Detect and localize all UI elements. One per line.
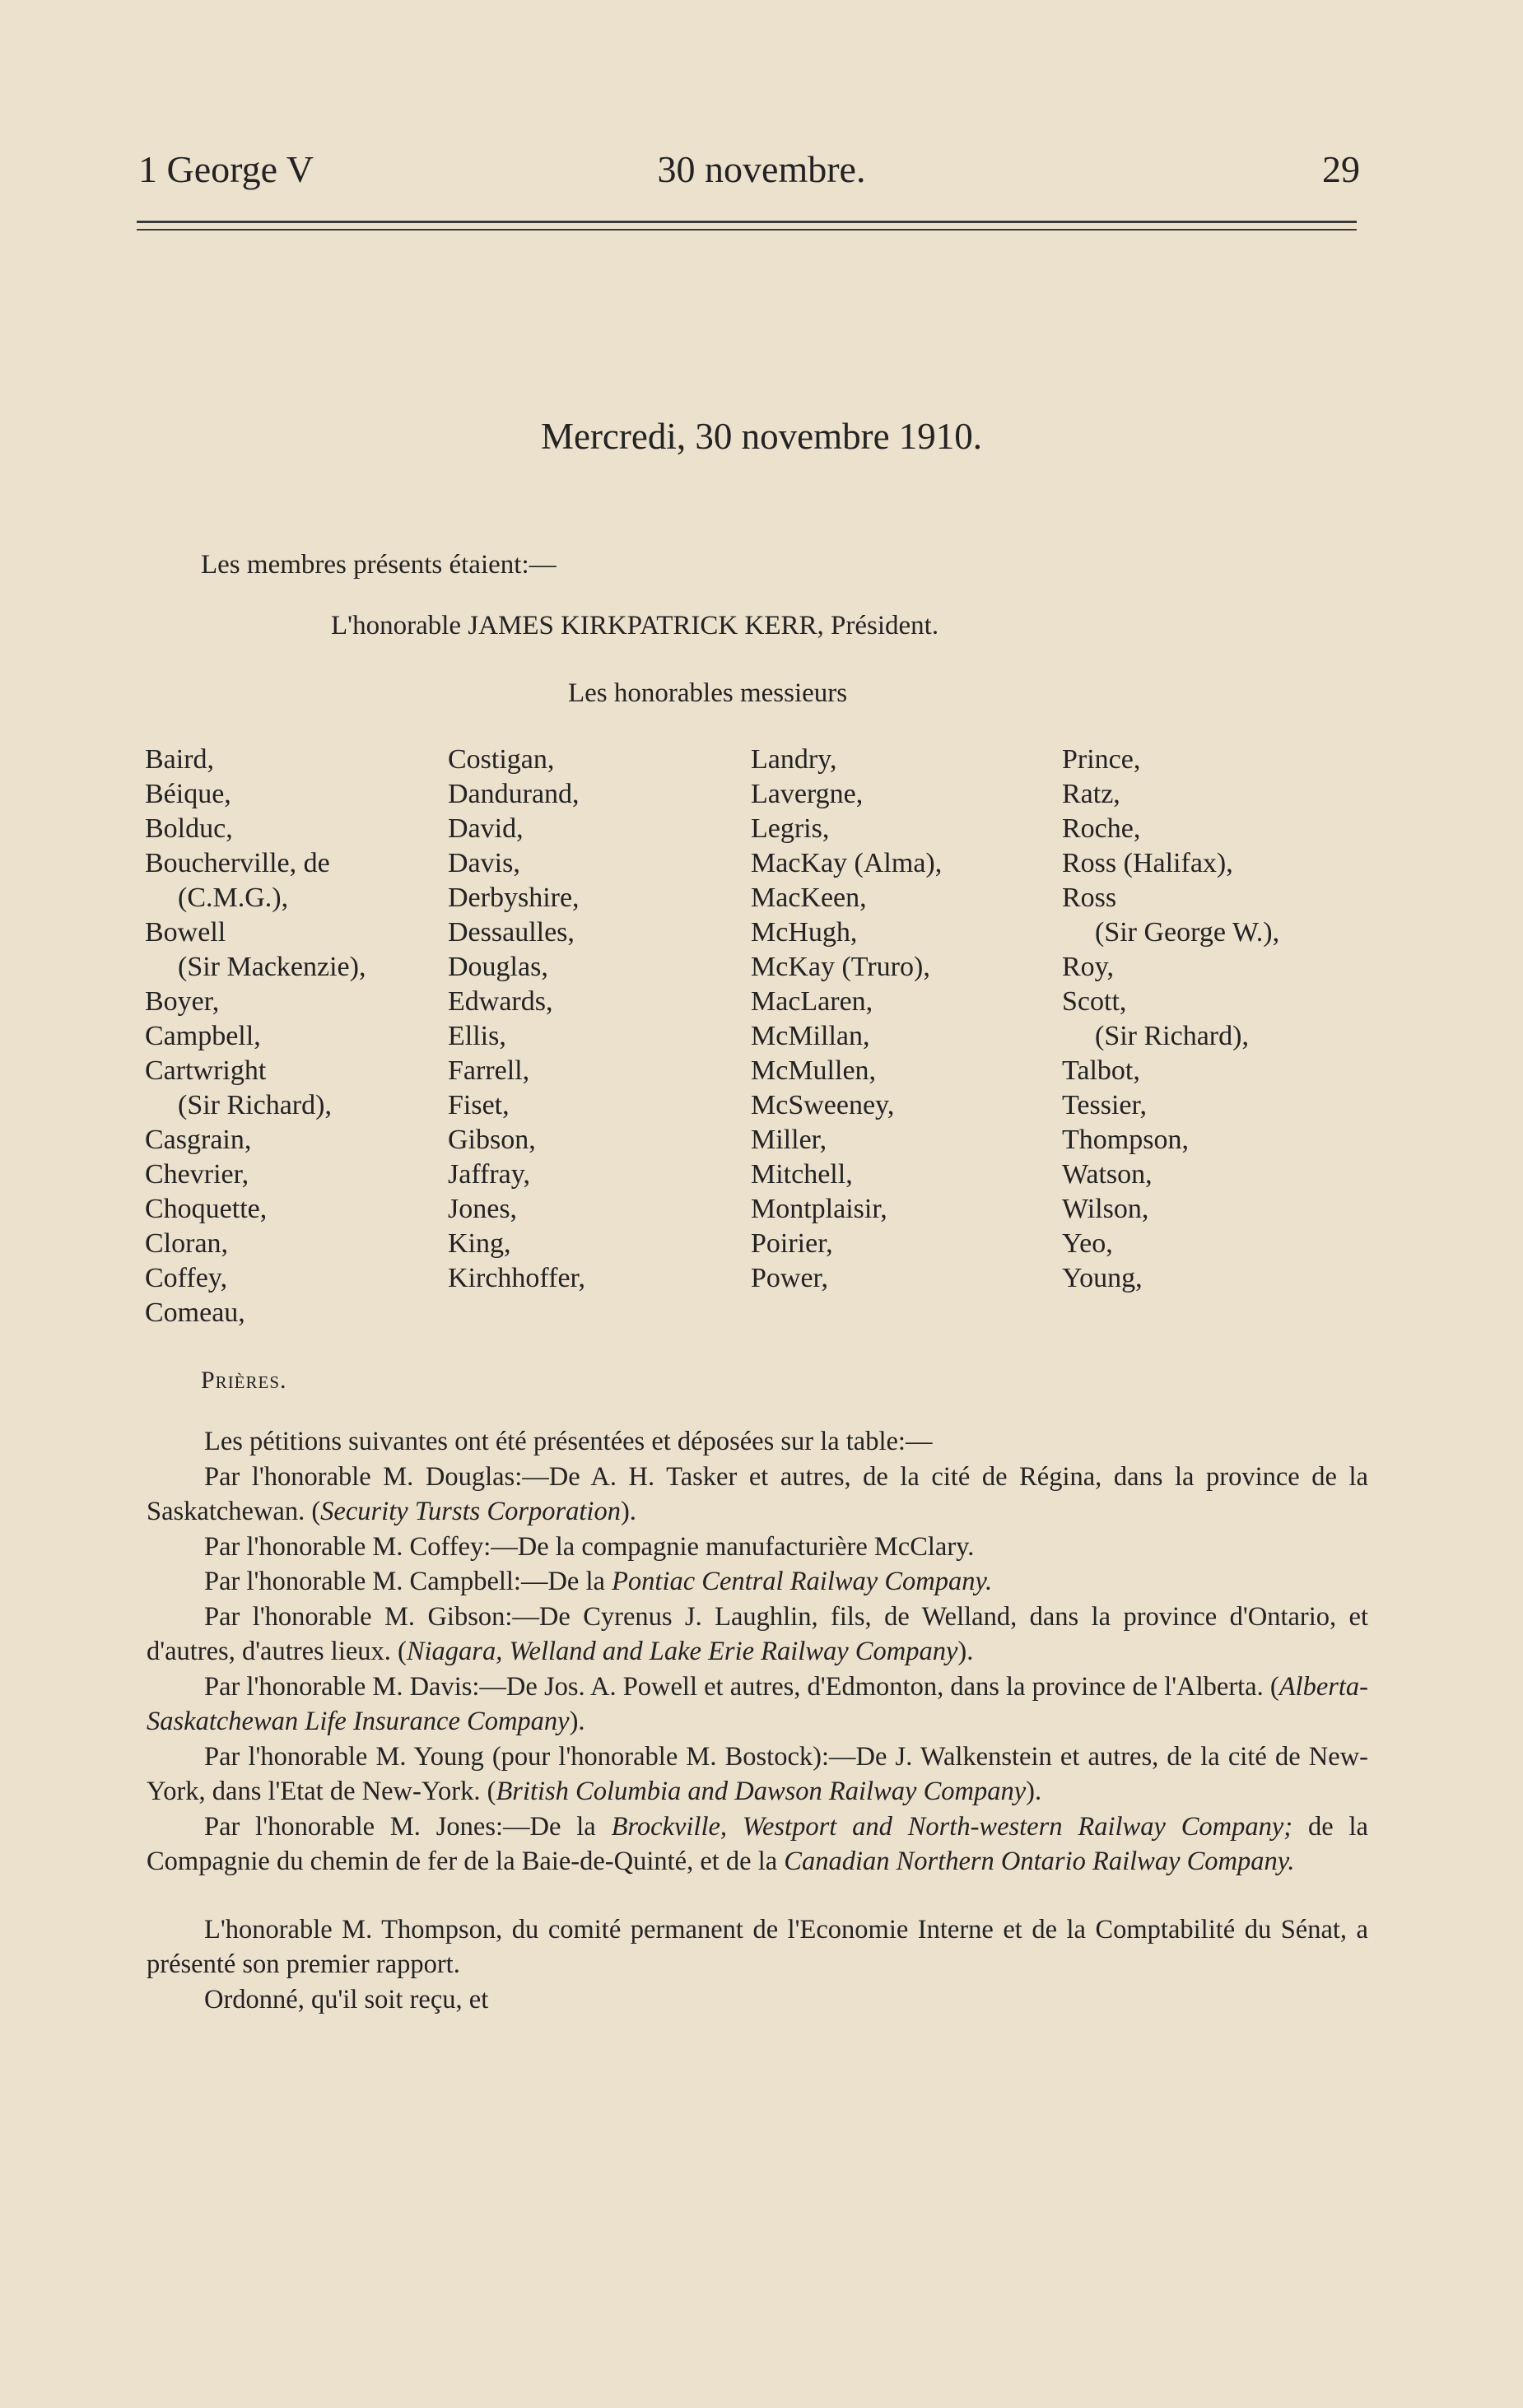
petitions-intro: Les pétitions suivantes ont été présentées et déposées sur la table:—	[204, 1427, 933, 1456]
member-name: McSweeney,	[751, 1090, 895, 1120]
petition-gibson: Par l'honorable M. Gibson:—De Cyrenus J. Laughlin, fils, de Welland, dans la province d'Ontario, et d'autres, d'autres lieux. (Niagara, Welland and Lake Erie Railway Company).	[147, 1601, 1368, 1666]
member-name: Casgrain,	[145, 1125, 252, 1155]
member-name: McMullen,	[751, 1055, 877, 1086]
member-name: Legris,	[751, 813, 830, 844]
petition-campbell: Par l'honorable M. Campbell:—De la Pontiac Central Railway Company.	[204, 1567, 993, 1596]
prayers-heading: Prières.	[201, 1367, 287, 1394]
member-name: Young,	[1062, 1263, 1143, 1293]
member-name: David,	[448, 813, 524, 844]
members-intro: Les membres présents étaient:—	[201, 550, 557, 580]
member-name: Miller,	[751, 1125, 827, 1155]
page-number: 29	[1322, 148, 1360, 190]
member-name: Cloran,	[145, 1228, 229, 1259]
member-name: Dessaulles,	[448, 917, 575, 948]
member-name: Prince,	[1062, 744, 1141, 775]
member-name: Chevrier,	[145, 1159, 249, 1190]
member-name: King,	[448, 1228, 511, 1259]
member-name: MacKay (Alma),	[751, 848, 943, 878]
petition-coffey: Par l'honorable M. Coffey:—De la compagnie manufacturière McClary.	[204, 1531, 975, 1562]
member-name: Baird,	[145, 744, 215, 775]
member-name: (Sir Mackenzie),	[178, 952, 366, 982]
member-name: Fiset,	[448, 1090, 510, 1120]
member-name: Talbot,	[1062, 1055, 1140, 1086]
member-name: Lavergne,	[751, 779, 864, 809]
member-name: Edwards,	[448, 986, 553, 1017]
members-column-3	[751, 743, 1064, 1296]
member-name: Béique,	[145, 779, 231, 809]
header-rule-top	[137, 221, 1357, 223]
member-name: Costigan,	[448, 744, 555, 775]
member-name: Bowell	[145, 917, 226, 948]
member-name: Ross (Halifax),	[1062, 848, 1233, 878]
member-name: Cartwright	[145, 1055, 267, 1086]
petition-douglas: Par l'honorable M. Douglas:—De A. H. Tasker et autres, de la cité de Régina, dans la province de la Saskatchewan. (Security Tursts Corporation).	[147, 1461, 1368, 1526]
member-name: McHugh,	[751, 917, 858, 948]
president-line: L'honorable JAMES KIRKPATRICK KERR, Président.	[331, 611, 939, 640]
petition-jones: Par l'honorable M. Jones:—De la Brockville, Westport and North-western Railway Company; de la Compagnie du chemin de fer de la Baie-de-Quinté, et de la Canadian Northern Ontario Railway Company.	[147, 1811, 1368, 1876]
member-name: Scott,	[1062, 986, 1127, 1017]
member-name: McMillan,	[751, 1021, 870, 1051]
member-name: Ross	[1062, 883, 1117, 913]
member-name: Comeau,	[145, 1297, 245, 1328]
header-rule-bottom	[137, 229, 1357, 231]
member-name: Choquette,	[145, 1194, 268, 1224]
members-column-2	[448, 743, 761, 1296]
member-name: McKay (Truro),	[751, 952, 930, 982]
running-head-date: 30 novembre.	[657, 148, 866, 190]
messieurs-line: Les honorables messieurs	[568, 678, 848, 708]
member-name: Douglas,	[448, 952, 548, 982]
member-name: Boucherville, de	[145, 848, 330, 878]
members-column-4	[1062, 743, 1375, 1296]
member-name: Wilson,	[1062, 1194, 1149, 1224]
member-name: Roche,	[1062, 813, 1141, 844]
member-name: Ratz,	[1062, 779, 1120, 809]
member-name: Roy,	[1062, 952, 1114, 982]
member-name: Thompson,	[1062, 1125, 1189, 1155]
member-name: Tessier,	[1062, 1090, 1147, 1120]
sitting-title: Mercredi, 30 novembre 1910.	[540, 416, 983, 457]
member-name: Mitchell,	[751, 1159, 853, 1190]
member-name: Boyer,	[145, 986, 220, 1017]
member-name: Watson,	[1062, 1159, 1153, 1190]
member-name: Ellis,	[448, 1021, 506, 1051]
member-name: Jones,	[448, 1194, 518, 1224]
member-name: Dandurand,	[448, 779, 580, 809]
member-name: Campbell,	[145, 1021, 261, 1051]
member-name: Landry,	[751, 744, 837, 775]
member-name: MacLaren,	[751, 986, 873, 1017]
member-name: Bolduc,	[145, 813, 233, 844]
petition-davis: Par l'honorable M. Davis:—De Jos. A. Powell et autres, d'Edmonton, dans la province de l'Alberta. (Alberta-Saskatchewan Life Insurance Company).	[147, 1671, 1368, 1736]
proceedings-body	[147, 1424, 1368, 2017]
member-name: Farrell,	[448, 1055, 530, 1086]
ordered-paragraph: Ordonné, qu'il soit reçu, et	[204, 1984, 489, 2014]
member-name: (C.M.G.),	[178, 883, 289, 913]
member-name: (Sir George W.),	[1095, 917, 1280, 948]
member-name: Davis,	[448, 848, 520, 878]
member-name: Poirier,	[751, 1228, 833, 1259]
member-name: Kirchhoffer,	[448, 1263, 585, 1293]
running-head-session: 1 George V	[138, 148, 314, 190]
member-name: Power,	[751, 1263, 829, 1293]
member-name: Gibson,	[448, 1125, 536, 1155]
member-name: (Sir Richard),	[178, 1090, 332, 1120]
member-name: Derbyshire,	[448, 883, 580, 913]
member-name: Coffey,	[145, 1263, 228, 1293]
report-paragraph: L'honorable M. Thompson, du comité permanent de l'Economie Interne et de la Comptabilité du Sénat, a présenté son premier rapport.	[147, 1914, 1368, 1979]
member-name: Jaffray,	[448, 1159, 531, 1190]
member-name: (Sir Richard),	[1095, 1021, 1249, 1051]
member-name: Yeo,	[1062, 1228, 1113, 1259]
petition-young: Par l'honorable M. Young (pour l'honorable M. Bostock):—De J. Walkenstein et autres, de la cité de New-York, dans l'Etat de New-York. (British Columbia and Dawson Railway Company).	[147, 1741, 1368, 1806]
member-name: MacKeen,	[751, 883, 867, 913]
member-name: Montplaisir,	[751, 1194, 887, 1224]
members-column-1	[145, 743, 458, 1330]
